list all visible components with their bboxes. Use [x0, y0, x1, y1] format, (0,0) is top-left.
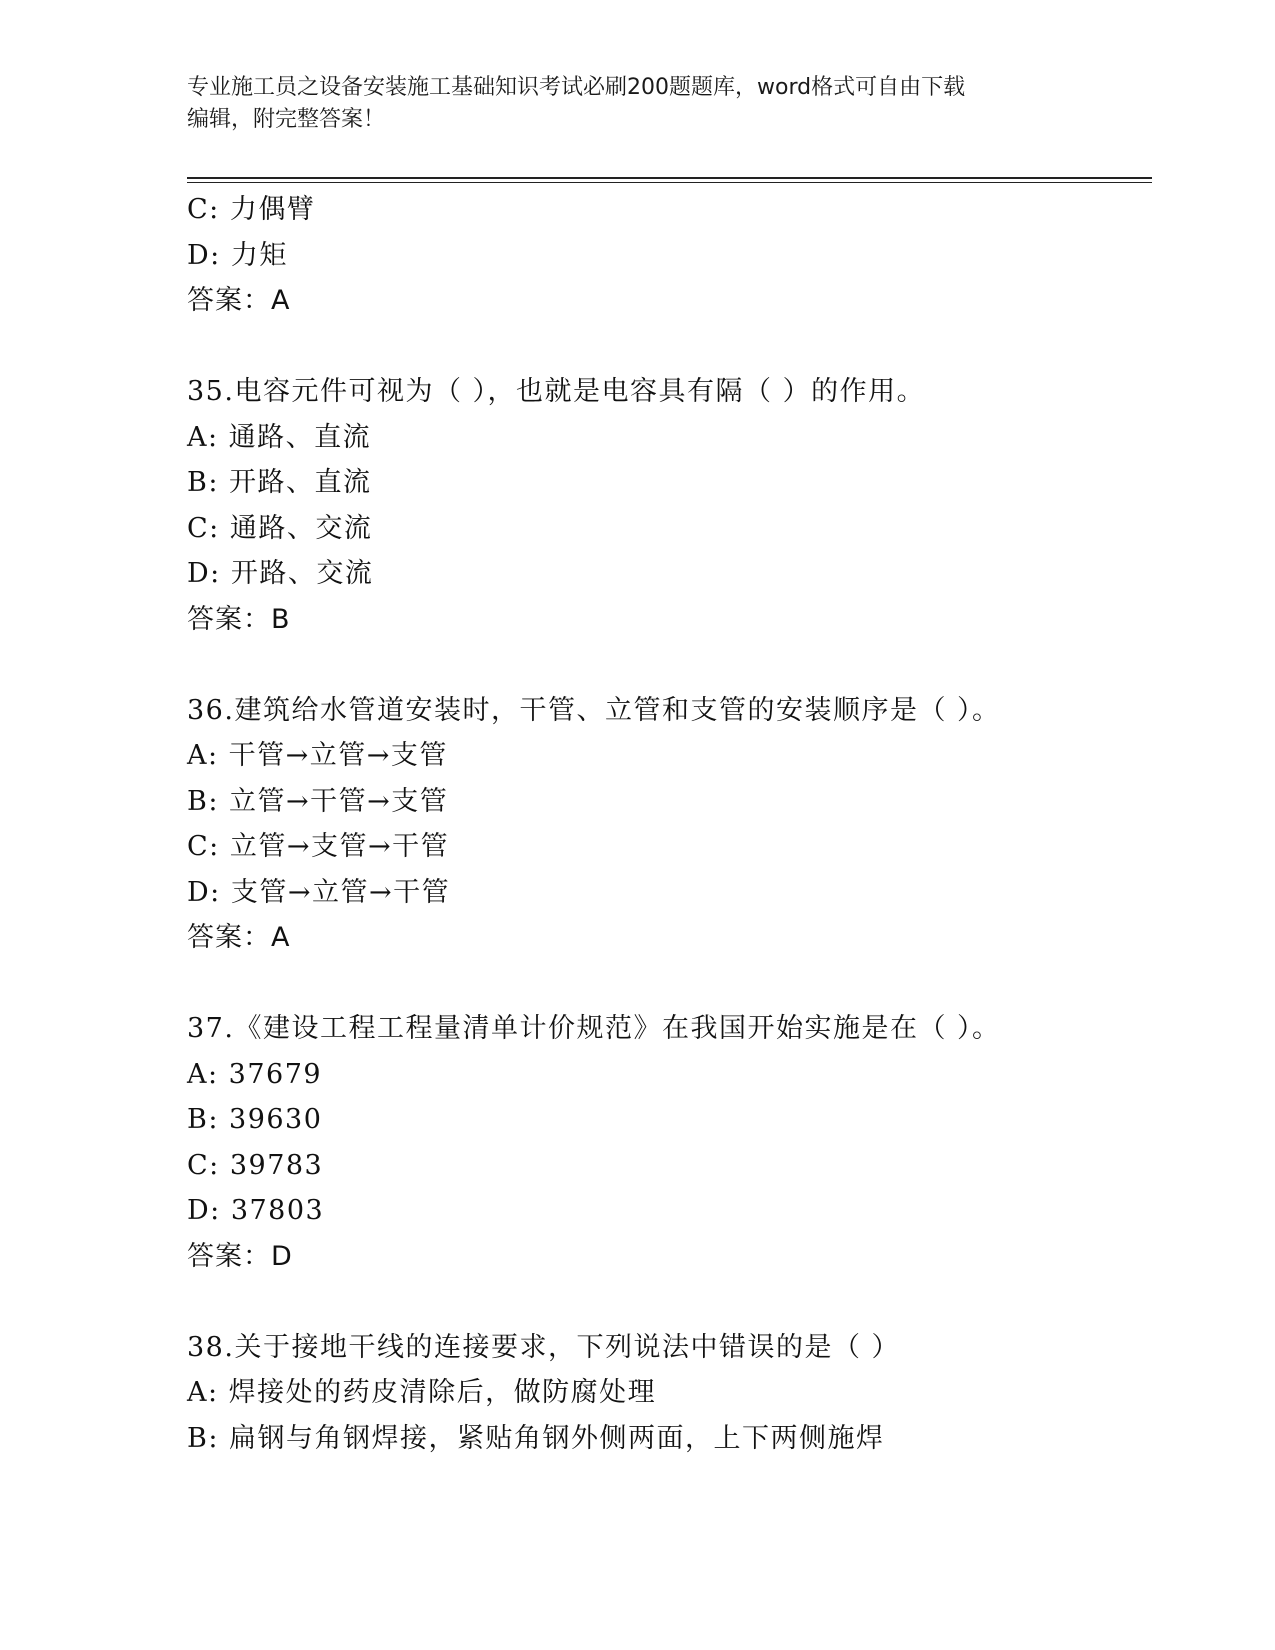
option-c: C: 39783: [187, 1149, 324, 1181]
option-d: D: 37803: [187, 1195, 325, 1226]
question-block: [187, 187, 1152, 324]
option-a: A: 37679: [187, 1058, 323, 1090]
question-block: [187, 688, 1152, 961]
option-d: D: 开路、交流: [187, 558, 374, 589]
option-b: B: 39630: [187, 1104, 323, 1135]
answer-line: 答案：A: [187, 922, 291, 953]
question-stem: 37.《建设工程工程量清单计价规范》在我国开始实施是在（ ）。: [187, 1013, 1001, 1044]
option-a: A: 通路、直流: [187, 421, 372, 453]
question-stem: 35.电容元件可视为（ ），也就是电容具有隔（ ）的作用。: [187, 376, 926, 407]
question-stem: 36.建筑给水管道安装时，干管、立管和支管的安装顺序是（ ）。: [187, 694, 1001, 726]
document-header: [187, 72, 1067, 136]
option-b: B: 扁钢与角钢焊接，紧贴角钢外侧两面，上下两侧施焊: [187, 1422, 885, 1454]
header-title-line-1: 专业施工员之设备安装施工基础知识考试必刷200题题库，word格式可自由下载: [187, 75, 966, 100]
question-block: [187, 1325, 1152, 1462]
option-b: B: 立管→干管→支管: [187, 785, 449, 817]
question-list: [187, 187, 1152, 1461]
option-a: A: 焊接处的药皮清除后，做防腐处理: [187, 1377, 657, 1408]
header-divider-thick: [187, 177, 1152, 179]
option-a: A: 干管→立管→支管: [187, 740, 448, 771]
option-c: C: 立管→支管→干管: [187, 831, 450, 862]
answer-line: 答案：B: [187, 603, 291, 635]
option-b: B: 开路、直流: [187, 467, 372, 498]
option-d: D: 支管→立管→干管: [187, 876, 451, 908]
question-stem: 38.关于接地干线的连接要求，下列说法中错误的是（ ）: [187, 1331, 901, 1363]
question-block: [187, 369, 1152, 642]
header-divider-thin: [187, 182, 1152, 183]
question-block: [187, 1006, 1152, 1279]
answer-line: 答案：D: [187, 1240, 293, 1272]
option-d: D: 力矩: [187, 239, 288, 271]
answer-line: 答案：A: [187, 285, 291, 316]
header-title-line-2: 编辑，附完整答案！: [187, 107, 386, 132]
option-c: C: 通路、交流: [187, 512, 373, 544]
option-c: C: 力偶臂: [187, 194, 316, 225]
